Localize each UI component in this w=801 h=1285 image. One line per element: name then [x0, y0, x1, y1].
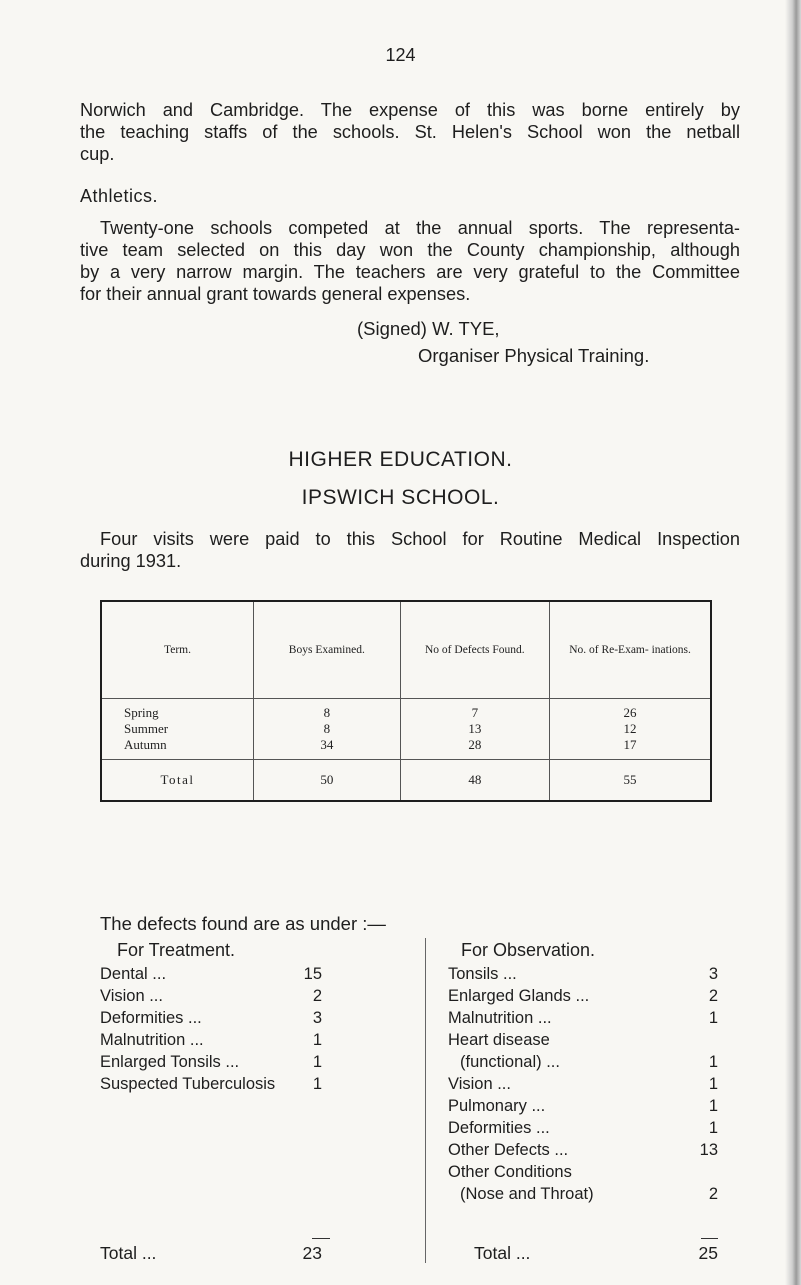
treatment-item-label: Vision ... [100, 987, 163, 1005]
treatment-item-value: 1 [312, 1031, 322, 1049]
observation-item-value: 2 [708, 987, 718, 1005]
observation-item-label: Pulmonary ... [448, 1097, 546, 1115]
column-divider [425, 938, 426, 1263]
section-subtitle: IPSWICH SCHOOL. [301, 486, 500, 509]
athletics-heading: Athletics. [80, 186, 159, 206]
observation-item [448, 1053, 718, 1075]
athletics-paragraph [80, 217, 740, 305]
intro-line: cup. [80, 144, 115, 164]
treatment-item [100, 987, 330, 1009]
observation-item-label: Heart disease [448, 1031, 550, 1049]
treatment-total-rule [312, 1238, 330, 1239]
treatment-item [100, 1075, 330, 1097]
observation-item-label: Deformities ... [448, 1119, 550, 1137]
header-defects-found: No of Defects Found. [400, 601, 549, 699]
header-re-examinations: No. of Re-Exam- inations. [550, 601, 711, 699]
observation-item-label: Other Defects ... [448, 1141, 569, 1159]
observation-item-value: 13 [699, 1141, 718, 1159]
treatment-item [100, 1053, 330, 1075]
observation-item [448, 1119, 718, 1141]
treatment-item-value: 15 [303, 965, 322, 983]
observation-title: For Observation. [461, 940, 596, 960]
re-examinations-cell: 26 [623, 705, 637, 720]
treatment-item-label: Deformities ... [100, 1009, 202, 1027]
signature-title: Organiser Physical Training. [418, 345, 650, 366]
section-title: HIGHER EDUCATION. [288, 448, 513, 471]
observation-total-label: Total ... [474, 1243, 531, 1263]
total-defects-found: 48 [400, 760, 549, 802]
observation-column [448, 940, 718, 1270]
treatment-item-value: 3 [312, 1009, 322, 1027]
observation-item [448, 1185, 718, 1207]
treatment-item-value: 1 [312, 1075, 322, 1093]
total-label: Total [101, 760, 254, 802]
observation-total-rule [701, 1238, 718, 1239]
observation-item [448, 1141, 718, 1163]
treatment-item [100, 965, 330, 987]
treatment-total-label: Total ... [100, 1243, 157, 1263]
treatment-item [100, 1031, 330, 1053]
term-column [101, 699, 254, 760]
term-cell: Autumn [124, 737, 167, 752]
observation-item-label: (functional) ... [460, 1053, 560, 1071]
inspection-line: Four visits were paid to this School for Routine Medical Inspection [100, 529, 740, 549]
observation-item [448, 1097, 718, 1119]
defects-intro: The defects found are as under :— [100, 913, 386, 934]
inspection-line: during 1931. [80, 551, 182, 571]
observation-item-label: Enlarged Glands ... [448, 987, 590, 1005]
athletics-line: Twenty-one schools competed at the annual sports. The representa- [100, 218, 740, 238]
treatment-total [100, 1243, 330, 1265]
observation-item-value: 3 [708, 965, 718, 983]
header-boys-examined: Boys Examined. [254, 601, 401, 699]
observation-item [448, 1163, 718, 1185]
defects-found-cell: 7 [471, 705, 479, 720]
re-examinations-cell: 17 [623, 737, 637, 752]
observation-item-label: Other Conditions [448, 1163, 572, 1181]
observation-total-value: 25 [698, 1243, 718, 1263]
athletics-line: by a very narrow margin. The teachers are very grateful to the Committee [80, 262, 740, 282]
observation-item-value: 2 [708, 1185, 718, 1203]
intro-line: the teaching staffs of the schools. St. Helen's School won the netball [80, 122, 740, 142]
term-cell: Spring [124, 705, 159, 720]
observation-item-value: 1 [708, 1009, 718, 1027]
term-cell: Summer [124, 721, 169, 736]
treatment-item-label: Dental ... [100, 965, 167, 983]
re-examinations-column [550, 699, 711, 760]
athletics-line: for their annual grant towards general expenses. [80, 284, 471, 304]
observation-item-label: (Nose and Throat) [460, 1185, 594, 1203]
treatment-item-value: 1 [312, 1053, 322, 1071]
observation-total [448, 1243, 718, 1265]
observation-item-value: 1 [708, 1097, 718, 1115]
page-number: 124 [385, 45, 416, 65]
signature-name: (Signed) W. TYE, [357, 318, 500, 339]
header-term: Term. [101, 601, 254, 699]
defects-found-cell: 13 [468, 721, 482, 736]
inspection-paragraph [80, 528, 740, 572]
intro-paragraph [80, 99, 740, 165]
total-boys-examined: 50 [254, 760, 401, 802]
treatment-item-value: 2 [312, 987, 322, 1005]
observation-item-label: Tonsils ... [448, 965, 517, 983]
boys-examined-cell: 8 [323, 705, 331, 720]
boys-examined-cell: 8 [323, 721, 331, 736]
table-header-row [101, 601, 711, 699]
treatment-item-label: Malnutrition ... [100, 1031, 204, 1049]
intro-line: Norwich and Cambridge. The expense of this was borne entirely by [80, 100, 740, 120]
table-total-row [101, 760, 711, 802]
defects-found-column [400, 699, 549, 760]
observation-item [448, 965, 718, 987]
observation-item [448, 1009, 718, 1031]
total-re-examinations: 55 [623, 772, 637, 787]
treatment-title: For Treatment. [117, 940, 236, 960]
observation-item-value: 1 [708, 1075, 718, 1093]
treatment-total-value: 23 [302, 1243, 322, 1263]
observation-item-value: 1 [708, 1053, 718, 1071]
treatment-column [100, 940, 330, 1270]
treatment-item-label: Suspected Tuberculosis [100, 1075, 276, 1093]
observation-item-value: 1 [708, 1119, 718, 1137]
page-edge [785, 0, 801, 1285]
re-examinations-cell: 12 [623, 721, 637, 736]
observation-item [448, 1075, 718, 1097]
defects-found-cell: 28 [468, 737, 482, 752]
observation-item-label: Vision ... [448, 1075, 511, 1093]
athletics-line: tive team selected on this day won the County championship, although [80, 240, 740, 260]
observation-item [448, 987, 718, 1009]
table-body-row [101, 699, 711, 760]
boys-examined-cell: 34 [320, 737, 334, 752]
treatment-item [100, 1009, 330, 1031]
boys-examined-column [254, 699, 401, 760]
inspection-table [100, 600, 712, 802]
observation-item-label: Malnutrition ... [448, 1009, 552, 1027]
observation-item [448, 1031, 718, 1053]
treatment-item-label: Enlarged Tonsils ... [100, 1053, 240, 1071]
